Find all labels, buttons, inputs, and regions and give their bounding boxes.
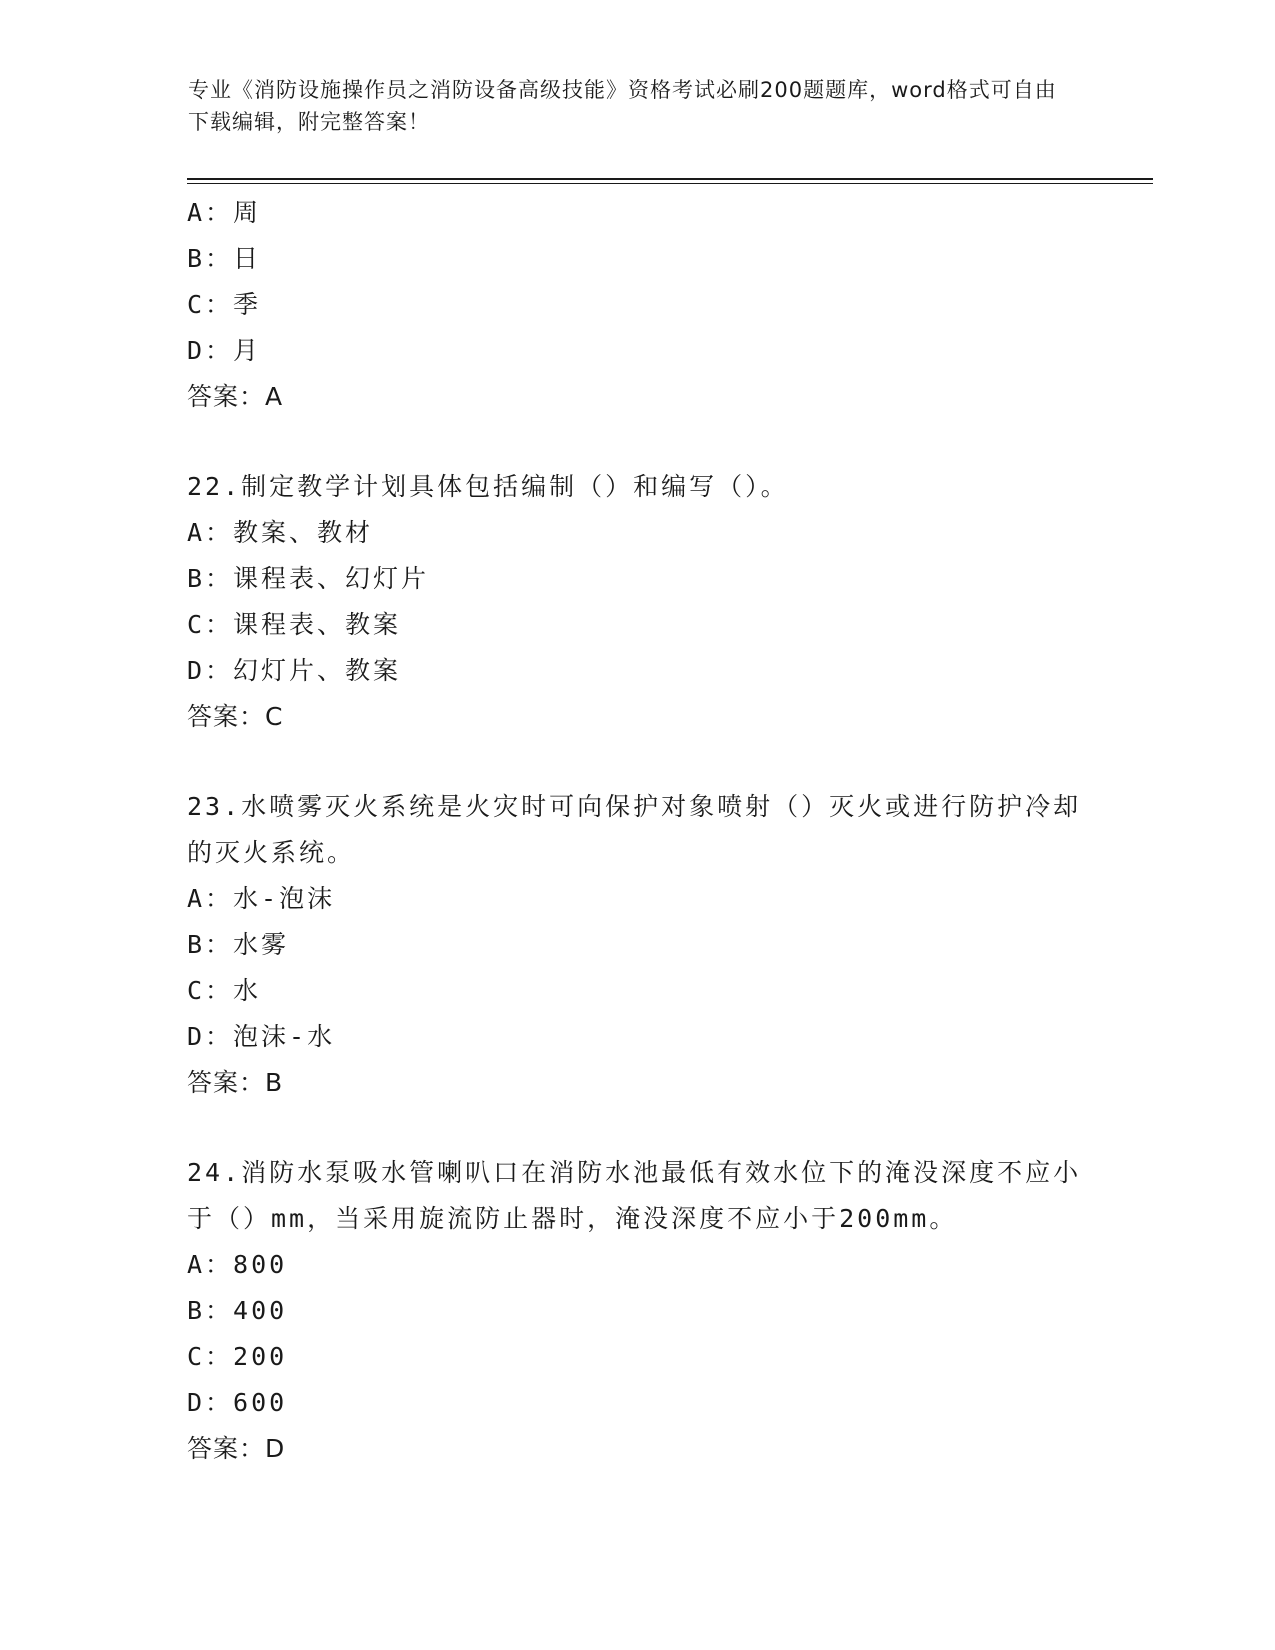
option-a: A：800: [187, 1250, 288, 1279]
answer-line: 答案：D: [187, 1434, 286, 1463]
option-a: A：教案、教材: [187, 518, 374, 547]
option-b: B：水雾: [187, 930, 290, 959]
option-b: B：课程表、幻灯片: [187, 564, 430, 593]
option-a: A：周: [187, 198, 262, 227]
option-c: C：200: [187, 1342, 288, 1371]
question-22: [187, 464, 1087, 740]
document-header: [188, 74, 1068, 138]
question-stem: 23.水喷雾灭火系统是火灾时可向保护对象喷射（）灭火或进行防护冷却的灭火系统。: [187, 792, 1082, 867]
option-a: A：水-泡沫: [187, 884, 336, 913]
option-c: C：水: [187, 976, 262, 1005]
question-stem: 22.制定教学计划具体包括编制（）和编写（）。: [187, 472, 789, 501]
answer-line: 答案：B: [187, 1068, 284, 1097]
option-d: D：600: [187, 1388, 288, 1417]
question-24: [187, 1150, 1087, 1472]
option-b: B：日: [187, 244, 262, 273]
option-b: B：400: [187, 1296, 288, 1325]
option-d: D：幻灯片、教案: [187, 656, 402, 685]
option-c: C：课程表、教案: [187, 610, 402, 639]
answer-line: 答案：A: [187, 382, 284, 411]
question-stem: 24.消防水泵吸水管喇叭口在消防水池最低有效水位下的淹没深度不应小于（）mm，当采用旋流防止器时，淹没深度不应小于200mm。: [187, 1158, 1082, 1233]
question-21: [187, 190, 1087, 420]
answer-line: 答案：C: [187, 702, 284, 731]
question-23: [187, 784, 1087, 1106]
header-divider-thin: [187, 183, 1153, 184]
option-c: C：季: [187, 290, 262, 319]
option-d: D：月: [187, 336, 262, 365]
option-d: D：泡沫-水: [187, 1022, 336, 1051]
header-divider-thick: [187, 178, 1153, 180]
document-title: 专业《消防设施操作员之消防设备高级技能》资格考试必刷200题题库，word格式可自由下载编辑，附完整答案！: [188, 78, 1057, 134]
question-list: [187, 190, 1087, 1472]
